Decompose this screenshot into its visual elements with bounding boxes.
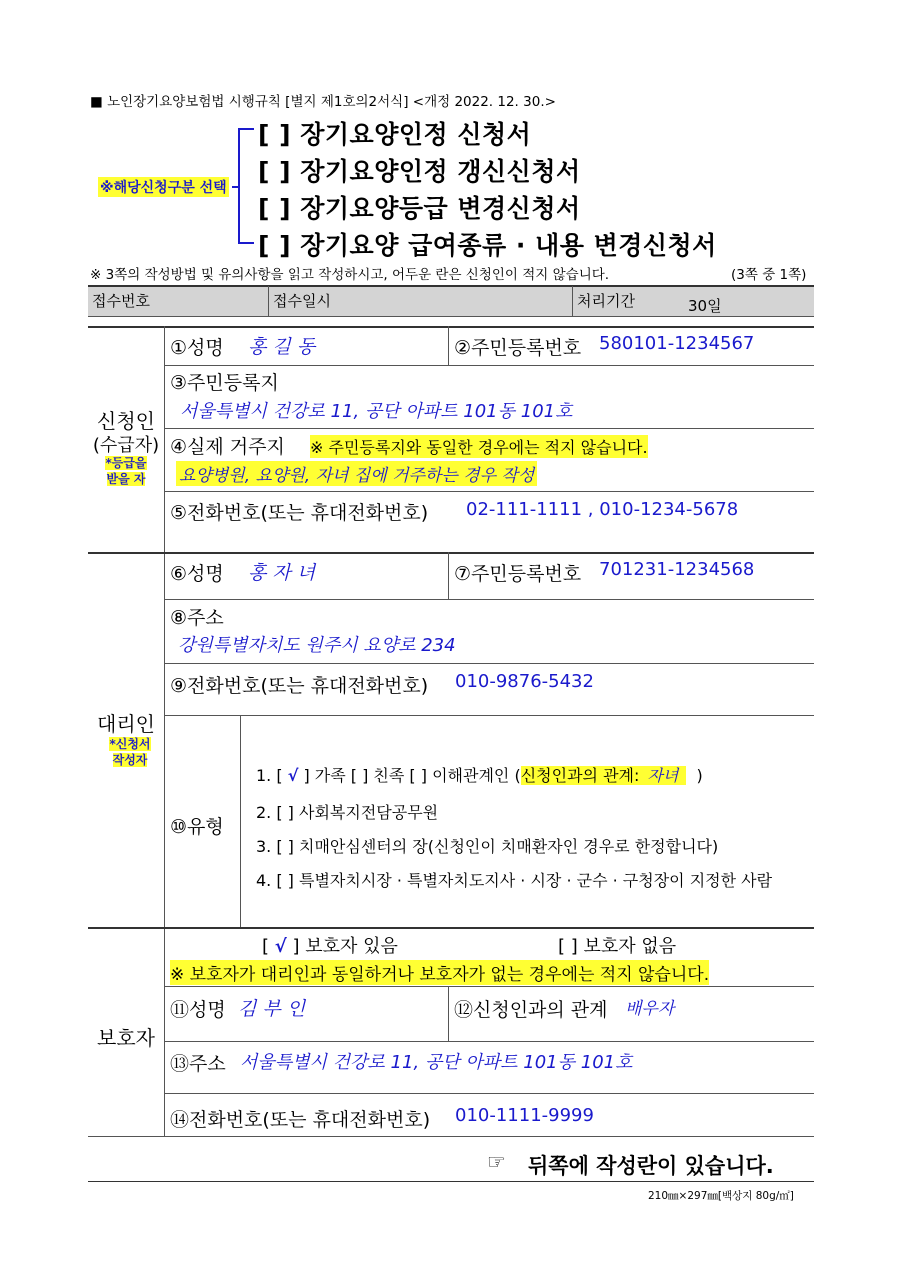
applicant-section-title: 신청인 [97, 409, 155, 433]
guardian-phone-label: ⑭전화번호(또는 휴대전화번호) [170, 1109, 431, 1131]
agent-rrn-label: ⑦주민등록번호 [454, 563, 582, 585]
guardian-exists-checkmark[interactable]: √ [274, 936, 287, 957]
title-renewal: [ ] 장기요양인정 갱신신청서 [258, 157, 581, 186]
applicant-note-line2: 받을 자 [106, 472, 146, 487]
select-type-note: ※해당신청구분 선택 [98, 177, 229, 197]
guardian-address-label: ⑬주소 [170, 1053, 226, 1075]
agent-note-line1: *신청서 [109, 737, 151, 751]
applicant-phone-field[interactable]: 02-111-1111 , 010-1234-5678 [466, 499, 739, 520]
applicant-reg-address-field[interactable]: 서울특별시 건강로 11, 공단 아파트 101동 101호 [180, 401, 573, 422]
option1-bracket-open: 1. [ [256, 766, 283, 785]
relation-field[interactable]: 자녀 [639, 766, 686, 785]
guardian-note: ※ 보호자가 대리인과 동일하거나 보호자가 없는 경우에는 적지 않습니다. [170, 960, 709, 985]
applicant-residence-field[interactable]: 요양병원, 요양원, 자녀 집에 거주하는 경우 작성 [176, 461, 537, 486]
receipt-date-label: 접수일시 [273, 292, 331, 310]
agent-type-option-2[interactable]: 2. [ ] 사회복지전담공무원 [256, 803, 439, 822]
title-benefit-change: [ ] 장기요양 급여종류 · 내용 변경신청서 [258, 231, 717, 260]
applicant-note-line1: *등급을 [105, 456, 147, 470]
applicant-rrn-field[interactable]: 580101-1234567 [599, 333, 755, 354]
option1-choices: ] 가족 [ ] 친족 [ ] 이해관계인 ( [303, 766, 521, 785]
applicant-residence-label: ④실제 거주지 [170, 436, 285, 458]
guardian-exists-bracket: [ [262, 936, 270, 957]
processing-period-label: 처리기간 [577, 292, 635, 310]
agent-phone-field[interactable]: 010-9876-5432 [455, 671, 594, 692]
applicant-rrn-label: ②주민등록번호 [454, 337, 582, 359]
back-page-note: 뒤쪽에 작성란이 있습니다. [528, 1154, 774, 1178]
title-application: [ ] 장기요양인정 신청서 [258, 120, 532, 149]
guardian-exists-option[interactable] [262, 932, 398, 958]
agent-type-label: ⑩유형 [170, 816, 224, 838]
processing-period-value: 30일 [688, 297, 722, 315]
instructions: ※ 3쪽의 작성방법 및 유의사항을 읽고 작성하시고, 어두운 란은 신청인이 적지 않습니다. [90, 267, 610, 283]
title-grade-change: [ ] 장기요양등급 변경신청서 [258, 194, 581, 223]
option1-checkmark[interactable]: √ [287, 766, 299, 785]
guardian-relation-label: ⑫신청인과의 관계 [454, 999, 608, 1021]
option1-paren-close: ) [696, 766, 703, 785]
agent-type-option-3[interactable]: 3. [ ] 치매안심센터의 장(신청인이 치매환자인 경우로 한정합니다) [256, 837, 719, 856]
applicant-section-subtitle: (수급자) [92, 435, 160, 456]
guardian-phone-field[interactable]: 010-1111-9999 [455, 1105, 594, 1126]
guardian-none-option[interactable]: [ ] 보호자 없음 [558, 936, 677, 957]
receipt-number-label: 접수번호 [92, 292, 150, 310]
title-bracket [238, 128, 254, 244]
pointer-icon: ☞ [487, 1150, 506, 1174]
guardian-section-title: 보호자 [97, 1026, 155, 1050]
applicant-name-label: ①성명 [170, 337, 224, 359]
paper-spec: 210㎜×297㎜[백상지 80g/㎡] [648, 1190, 794, 1202]
guardian-address-field[interactable]: 서울특별시 건강로 11, 공단 아파트 101동 101호 [240, 1052, 633, 1073]
applicant-name-field[interactable]: 홍 길 동 [248, 336, 316, 358]
agent-section-title: 대리인 [97, 712, 155, 736]
page-count: (3쪽 중 1쪽) [731, 267, 807, 283]
guardian-exists-label: ] 보호자 있음 [292, 936, 398, 957]
guardian-relation-field[interactable]: 배우자 [625, 999, 675, 1019]
agent-phone-label: ⑨전화번호(또는 휴대전화번호) [170, 675, 429, 697]
agent-address-label: ⑧주소 [170, 607, 224, 629]
agent-name-field[interactable]: 홍 자 녀 [248, 562, 316, 584]
law-reference-text: 노인장기요양보험법 시행규칙 [별지 제1호의2서식] <개정 2022. 12. 30.> [107, 94, 556, 110]
relation-label: 신청인과의 관계: [520, 766, 640, 785]
guardian-name-label: ⑪성명 [170, 999, 226, 1021]
form-reference [90, 90, 556, 110]
bracket-tick [232, 186, 238, 188]
applicant-residence-note: ※ 주민등록지와 동일한 경우에는 적지 않습니다. [310, 435, 648, 458]
agent-type-option-1[interactable] [256, 763, 703, 786]
guardian-name-field[interactable]: 김 부 인 [238, 998, 306, 1020]
agent-rrn-field[interactable]: 701231-1234568 [599, 559, 755, 580]
applicant-phone-label: ⑤전화번호(또는 휴대전화번호) [170, 502, 429, 524]
applicant-note [97, 455, 155, 487]
applicant-reg-address-label: ③주민등록지 [170, 372, 279, 394]
agent-note-line2: 작성자 [112, 753, 148, 768]
agent-name-label: ⑥성명 [170, 563, 224, 585]
agent-address-field[interactable]: 강원특별자치도 원주시 요양로 234 [178, 635, 456, 656]
square-bullet: ■ [90, 94, 103, 110]
agent-note [97, 736, 163, 768]
agent-type-option-4[interactable]: 4. [ ] 특별자치시장 · 특별자치도지사 · 시장 · 군수 · 구청장이 지정한 사람 [256, 871, 773, 890]
